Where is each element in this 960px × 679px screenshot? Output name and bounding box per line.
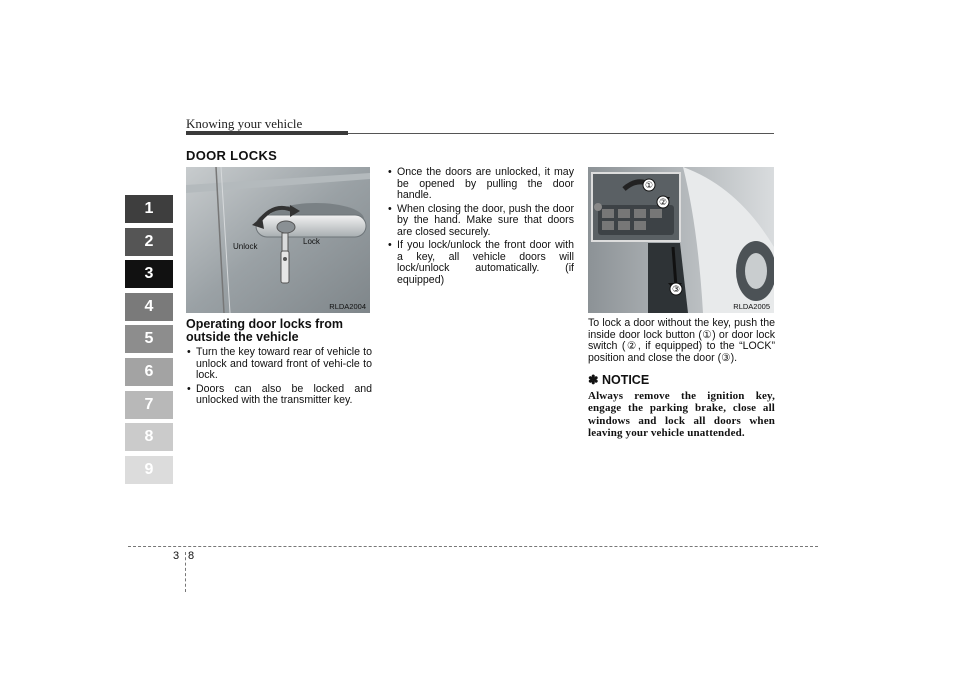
figure-code: RLDA2005 — [733, 302, 770, 311]
section-title: DOOR LOCKS — [186, 148, 278, 163]
door-lock-figure — [588, 167, 774, 313]
chapter-tab-2[interactable]: 2 — [125, 228, 173, 256]
chapter-tab-3[interactable]: 3 — [125, 260, 173, 288]
footer-divider — [185, 552, 186, 592]
door-handle-figure — [186, 167, 370, 313]
lock-label: Lock — [303, 237, 320, 246]
chapter-tab-7[interactable]: 7 — [125, 391, 173, 419]
footer-rule — [128, 546, 818, 547]
chapter-tab-8[interactable]: 8 — [125, 423, 173, 451]
header-title: Knowing your vehicle — [186, 116, 303, 131]
bullet-list — [186, 347, 372, 407]
subsection-heading: Operating door locks from outside the vehicle — [186, 317, 343, 344]
marker-3: ③ — [671, 285, 681, 295]
marker-1: ① — [644, 181, 654, 191]
chapter-tab-9[interactable]: 9 — [125, 456, 173, 484]
unlock-label: Unlock — [233, 242, 258, 251]
chapter-index — [125, 195, 173, 488]
chapter-tab-4[interactable]: 4 — [125, 293, 173, 321]
door-handle-illustration — [186, 167, 370, 313]
bullet-list — [387, 167, 574, 286]
lock-instructions: To lock a door without the key, push the inside door lock button (①) or door lock switch (②, if equipped) to the “LOCK” position and close the door (③). — [588, 317, 775, 364]
bullet-item: • Doors can also be locked and unlocked with the transmitter key. — [186, 384, 372, 407]
bullet-item: • Once the doors are unlocked, it may be opened by pulling the door handle. — [387, 167, 574, 202]
bullet-item: • When closing the door, push the door by the hand. Make sure that doors are closed securely. — [387, 204, 574, 239]
bullet-item: • Turn the key toward rear of vehicle to unlock and toward front of vehi-cle to lock. — [186, 347, 372, 382]
notice-body: Always remove the ignition key, engage the parking brake, close all windows and lock all doors when leaving your vehicle unattended. — [588, 389, 775, 439]
column-outside-locks — [186, 318, 372, 409]
chapter-tab-5[interactable]: 5 — [125, 325, 173, 353]
interior-lock-illustration — [588, 167, 774, 313]
chapter-tab-1[interactable]: 1 — [125, 195, 173, 223]
footer-chapter-number: 3 — [173, 550, 180, 562]
chapter-tab-6[interactable]: 6 — [125, 358, 173, 386]
header-rule — [348, 133, 774, 134]
column-door-operation — [387, 167, 574, 288]
figure-code: RLDA2004 — [329, 302, 366, 311]
footer-page-number: 8 — [188, 550, 195, 562]
marker-2: ② — [658, 198, 668, 208]
header-bar — [186, 131, 348, 135]
notice-title: ✽ NOTICE — [588, 373, 650, 387]
column-inside-locks — [588, 318, 775, 440]
bullet-item: • If you lock/unlock the front door with a key, all vehicle doors will lock/unlock automatically. (if equipped) — [387, 240, 574, 286]
